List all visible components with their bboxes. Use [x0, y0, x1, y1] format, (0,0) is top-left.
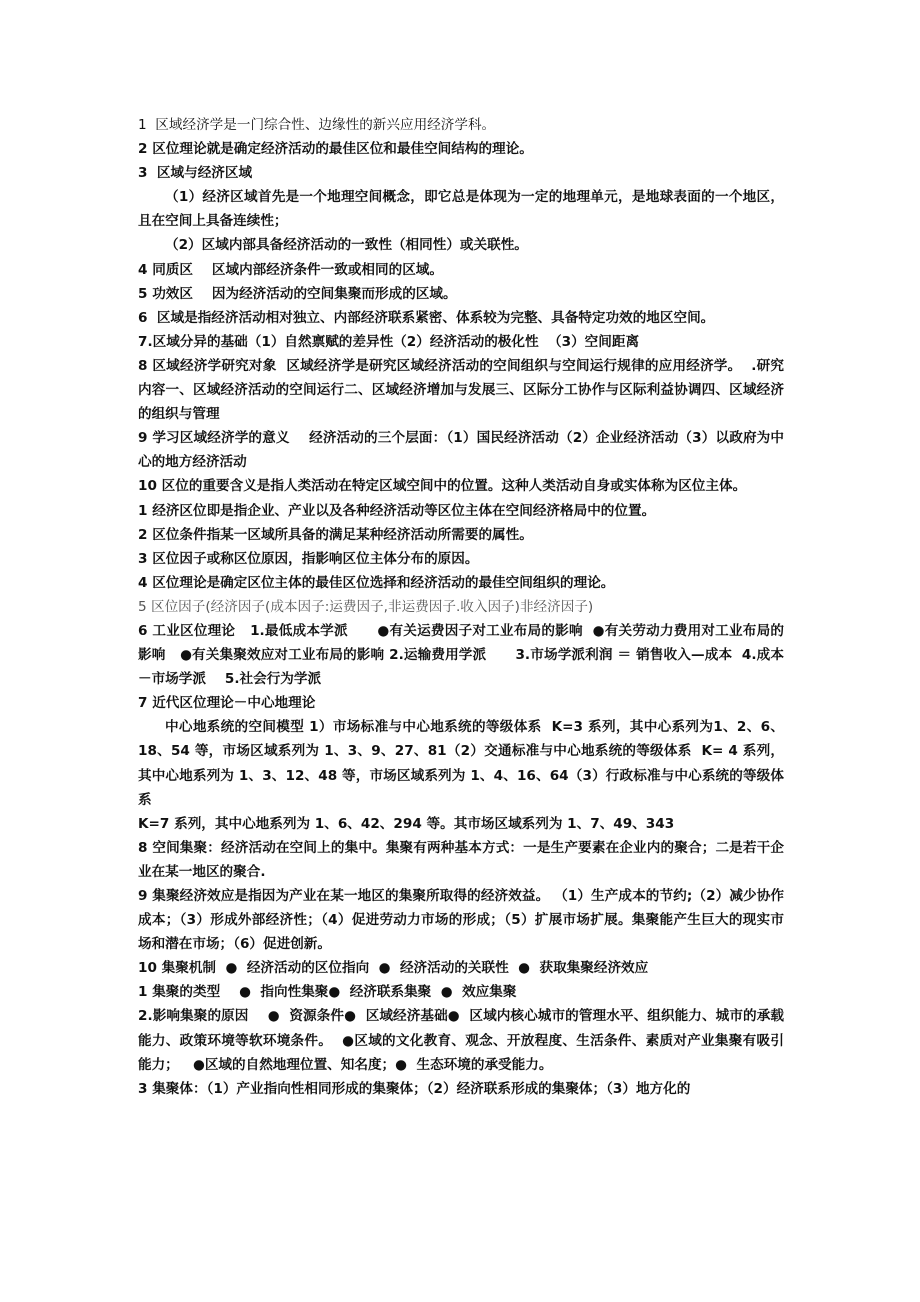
paragraph-7: 5 功效区 因为经济活动的空间集聚而形成的区域。 [138, 285, 457, 302]
paragraph-12: 10 区位的重要含义是指人类活动在特定区域空间中的位置。这种人类活动自身或实体称为区位主体。 [138, 478, 747, 495]
paragraph-13: 1 经济区位即是指企业、产业以及各种经济活动等区位主体在空间经济格局中的位置。 [138, 502, 656, 519]
paragraph-22: 8 空间集聚：经济活动在空间上的集中。集聚有两种基本方式：一是生产要素在企业内的聚合；二是若干企业在某一地区的聚合. [138, 839, 784, 880]
paragraph-15: 3 区位因子或称区位原因，指影响区位主体分布的原因。 [138, 550, 479, 567]
paragraph-3: 3 区域与经济区域 [138, 165, 253, 182]
paragraph-10: 8 区域经济学研究对象 区域经济学是研究区域经济活动的空间组织与空间运行规律的应用经济学。 .研究内容一、区域经济活动的空间运行二、区域经济增加与发展三、区际分工协作与区际利益协调四、区域经济的组织与管理 [138, 357, 784, 423]
paragraph-19: 7 近代区位理论－中心地理论 [138, 695, 316, 712]
paragraph-26: 2.影响集聚的原因 ● 资源条件● 区域经济基础● 区域内核心城市的管理水平、组织能力、城市的承载能力、政策环境等软环境条件。 ●区域的文化教育、观念、开放程度、生活条件、素质对产业集聚有吸引能力； ●区域的自然地理位置、知名度；● 生态环境的承受能力。 [138, 1008, 784, 1073]
document-page [138, 113, 784, 1101]
paragraph-25: 1 集聚的类型 ● 指向性集聚● 经济联系集聚 ● 效应集聚 [138, 984, 517, 1001]
paragraph-8: 6 区域是指经济活动相对独立、内部经济联系紧密、体系较为完整、具备特定功效的地区空间。 [138, 309, 715, 326]
paragraph-18: 6 工业区位理论 1.最低成本学派 ●有关运费因子对工业布局的影响 ●有关劳动力费用对工业布局的影响 ●有关集聚效应对工业布局的影响 2.运输费用学派 3.市场学派利润 ＝ 销售收入—成本 4.成本－市场学派 5.社会行为学派 [138, 622, 784, 688]
paragraph-2: 2 区位理论就是确定经济活动的最佳区位和最佳空间结构的理论。 [138, 141, 533, 158]
paragraph-9: 7.区域分异的基础（1）自然禀赋的差异性（2）经济活动的极化性 （3）空间距离 [138, 333, 640, 350]
paragraph-6: 4 同质区 区域内部经济条件一致或相同的区域。 [138, 261, 443, 278]
paragraph-27: 3 集聚体：（1）产业指向性相同形成的集聚体；（2）经济联系形成的集聚体；（3）地方化的 [138, 1080, 691, 1097]
paragraph-5: （2）区域内部具备经济活动的一致性（相同性）或关联性。 [165, 237, 528, 254]
paragraph-16: 4 区位理论是确定区位主体的最佳区位选择和经济活动的最佳空间组织的理论。 [138, 574, 615, 591]
paragraph-20: 中心地系统的空间模型 1）市场标准与中心地系统的等级体系 K=3 系列，其中心系列为1、2、6、18、54 等，市场区域系列为 1、3、9、27、81（2）交通标准与中心地系统的等级体系 K= 4 系列，其中心地系列为 1、3、12、48 等，市场区域系列为 1、4、16、64（3）行政标准与中心系统的等级体系 [138, 719, 784, 808]
paragraph-21: K=7 系列，其中心地系列为 1、6、42、294 等。其市场区域系列为 1、7、49、343 [138, 815, 675, 832]
paragraph-1: 1 区域经济学是一门综合性、边缘性的新兴应用经济学科。 [138, 117, 496, 133]
paragraph-24: 10 集聚机制 ● 经济活动的区位指向 ● 经济活动的关联性 ● 获取集聚经济效应 [138, 960, 649, 977]
paragraph-23: 9 集聚经济效应是指因为产业在某一地区的集聚所取得的经济效益。 （1）生产成本的节约;（2）减少协作成本；（3）形成外部经济性；（4）促进劳动力市场的形成；（5）扩展市场扩展。集聚能产生巨大的现实市场和潜在市场；（6）促进创新。 [138, 888, 784, 953]
paragraph-17: 5 区位因子(经济因子(成本因子:运费因子,非运费因子.收入因子)非经济因子) [138, 598, 594, 615]
paragraph-14: 2 区位条件指某一区域所具备的满足某种经济活动所需要的属性。 [138, 526, 533, 543]
paragraph-11: 9 学习区域经济学的意义 经济活动的三个层面：（1）国民经济活动（2）企业经济活动（3）以政府为中心的地方经济活动 [138, 430, 784, 471]
paragraph-4: （1）经济区域首先是一个地理空间概念，即它总是体现为一定的地理单元，是地球表面的一个地区，且在空间上具备连续性； [138, 189, 784, 230]
